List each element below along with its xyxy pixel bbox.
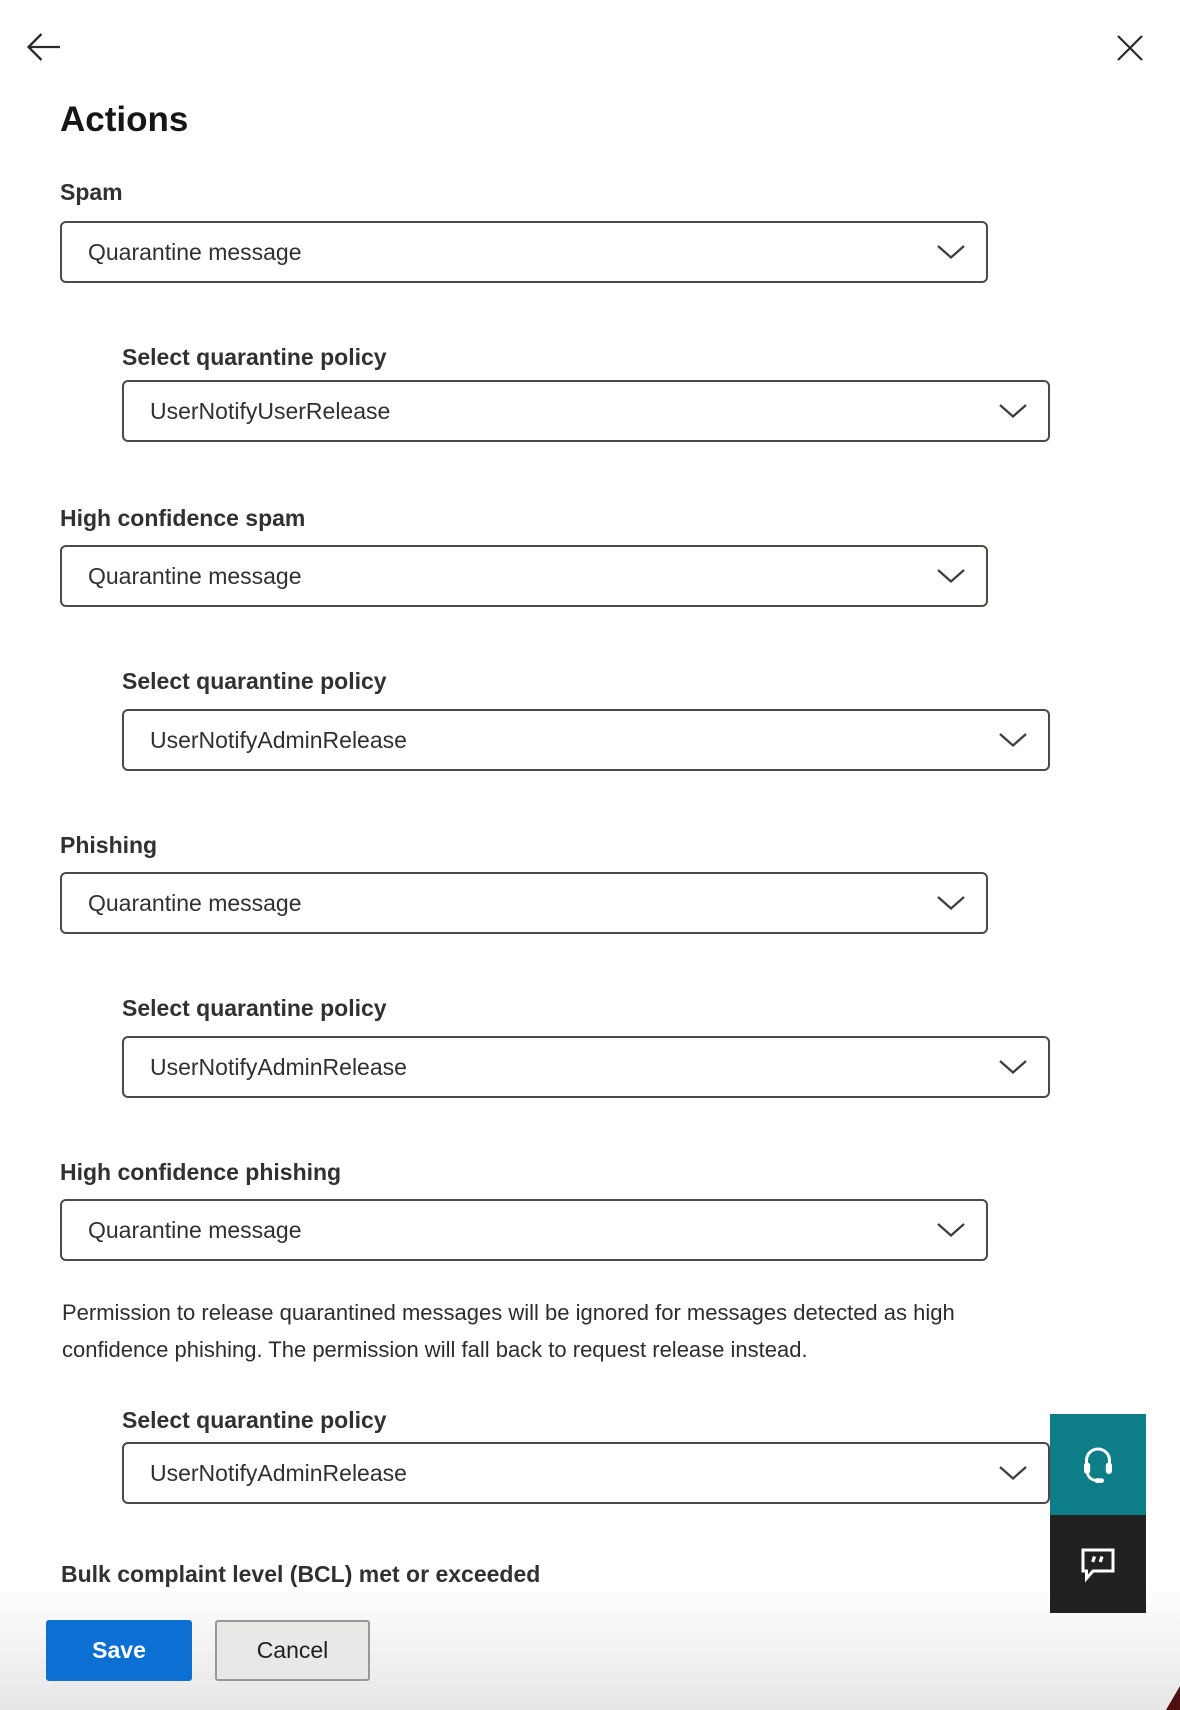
close-button[interactable]	[1112, 30, 1148, 66]
high-confidence-phishing-quarantine-policy-label: Select quarantine policy	[122, 1407, 387, 1433]
high-confidence-phishing-action-dropdown[interactable]	[60, 1199, 988, 1261]
corner-artifact	[1166, 1686, 1180, 1710]
high-confidence-phishing-quarantine-policy-dropdown[interactable]	[122, 1442, 1050, 1504]
high-confidence-spam-action-dropdown[interactable]	[60, 545, 988, 607]
chevron-down-icon	[936, 895, 966, 911]
spam-quarantine-policy-label: Select quarantine policy	[122, 344, 387, 370]
spam-quarantine-policy-value: UserNotifyUserRelease	[150, 397, 391, 424]
phishing-quarantine-policy-dropdown[interactable]	[122, 1036, 1050, 1098]
chevron-down-icon	[998, 1059, 1028, 1075]
save-button[interactable]: Save	[46, 1620, 192, 1681]
high-confidence-phishing-action-label: High confidence phishing	[60, 1159, 342, 1185]
chevron-down-icon	[998, 1465, 1028, 1481]
close-icon	[1115, 33, 1145, 63]
spam-action-value: Quarantine message	[88, 238, 302, 265]
high-confidence-spam-action-value: Quarantine message	[88, 562, 302, 589]
feedback-button[interactable]	[1050, 1515, 1146, 1613]
chevron-down-icon	[936, 568, 966, 584]
chevron-down-icon	[936, 1222, 966, 1238]
high-confidence-spam-quarantine-policy-label: Select quarantine policy	[122, 668, 387, 694]
high-confidence-phishing-quarantine-policy-value: UserNotifyAdminRelease	[150, 1459, 407, 1486]
spam-action-dropdown[interactable]	[60, 221, 988, 283]
page-title: Actions	[60, 100, 189, 139]
high-confidence-phishing-note: Permission to release quarantined messages will be ignored for messages detected as high confidence phishing. The permission will fall back to request release instead.	[62, 1300, 955, 1362]
phishing-quarantine-policy-label: Select quarantine policy	[122, 995, 387, 1021]
phishing-action-label: Phishing	[60, 832, 158, 858]
chevron-down-icon	[998, 732, 1028, 748]
high-confidence-spam-quarantine-policy-value: UserNotifyAdminRelease	[150, 726, 407, 753]
phishing-action-dropdown[interactable]	[60, 872, 988, 934]
back-button[interactable]	[24, 29, 64, 65]
chevron-down-icon	[998, 403, 1028, 419]
footer-bar	[0, 1590, 1180, 1710]
spam-quarantine-policy-dropdown[interactable]	[122, 380, 1050, 442]
chevron-down-icon	[936, 244, 966, 260]
spam-action-label: Spam	[60, 179, 123, 205]
cancel-button[interactable]: Cancel	[215, 1620, 370, 1681]
phishing-quarantine-policy-value: UserNotifyAdminRelease	[150, 1053, 407, 1080]
high-confidence-phishing-action-value: Quarantine message	[88, 1216, 302, 1243]
help-button[interactable]	[1050, 1414, 1146, 1515]
high-confidence-spam-quarantine-policy-dropdown[interactable]	[122, 709, 1050, 771]
feedback-speech-bubble-icon	[1078, 1545, 1118, 1583]
headset-icon	[1078, 1444, 1118, 1486]
phishing-action-value: Quarantine message	[88, 889, 302, 916]
high-confidence-spam-action-label: High confidence spam	[60, 505, 306, 531]
arrow-left-icon	[25, 30, 63, 64]
bulk-complaint-level-label: Bulk complaint level (BCL) met or exceeded	[61, 1561, 541, 1587]
